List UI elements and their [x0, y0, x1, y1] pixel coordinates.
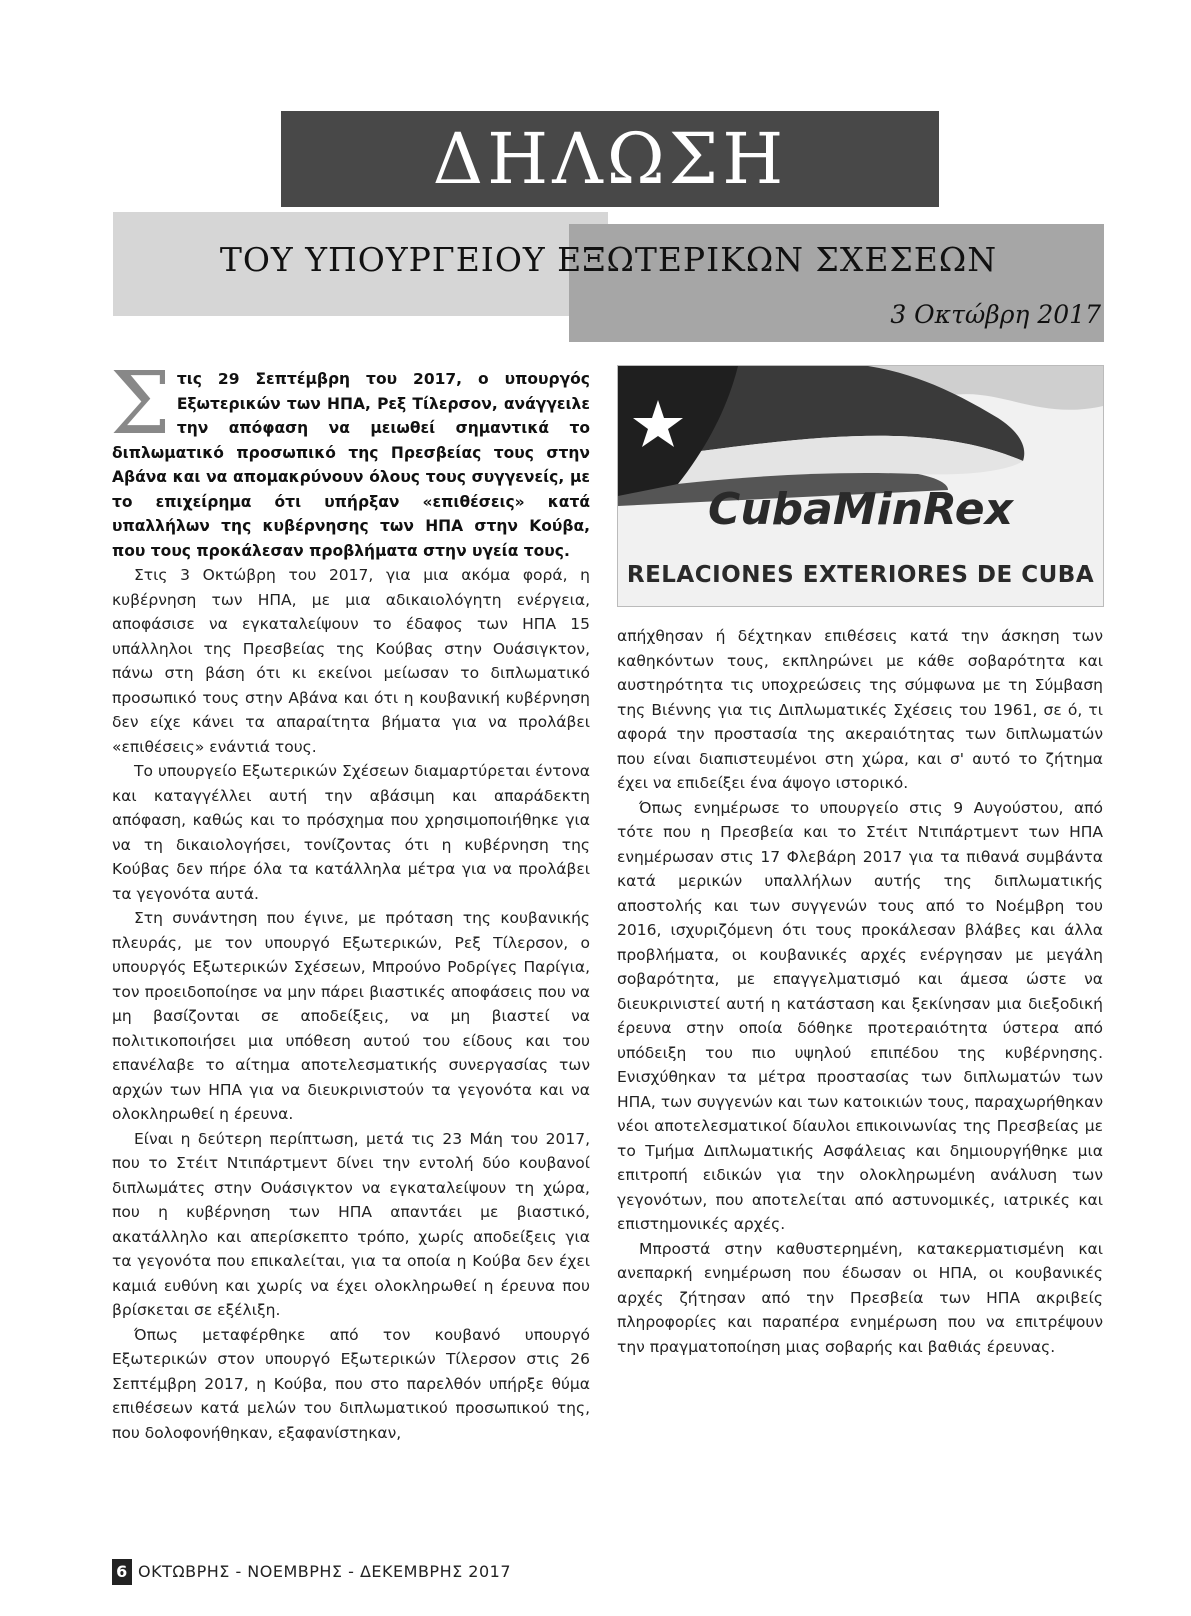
article-paragraph: Όπως ενημέρωσε το υπουργείο στις 9 Αυγούστου, από τότε που η Πρεσβεία και το Στέιτ Ντιπάρτμεντ των ΗΠΑ ενημέρωσαν στις 17 Φλεβάρη 2017 για τα πιθανά συμβάντα κατά μερικών υπαλλήλων αυτής της διπλωματικής αποστολής και των συγγενών τους από το Νοέμβρη του 2016, ισχυριζόμενη ότι τους προκάλεσαν βλάβες και άλλα προβλήματα, οι κουβανικές αρχές ενέργησαν με μεγάλη σοβαρότητα, με επαγγελματισμό και άμεσα ώστε να διευκρινιστεί αυτή η κατάσταση και ξεκίνησαν μια διεξοδική έρευνα στην οποία δόθηκε προτεραιότητα ύστερα από υπόδειξη του πιο υψηλού επιπέδου της κυβέρνησης. Ενισχύθηκαν τα μέτρα προστασίας των διπλωματών των ΗΠΑ, των συγγενών και των κατοικιών τους, παραχωρήθηκαν νέοι αποτελεσματικοί δίαυλοι επικοινωνίας της Πρεσβείας με το Τμήμα Διπλωματικής Ασφάλειας και δημιουργήθηκε μια επιτροπή ειδικών για την ολοκληρωμένη ανάλυση των γεγονότων, που αποτελείται από αστυνομικές, ιατρικές και επιστημονικές αρχές. — [617, 798, 1103, 1233]
page-number: 6 — [112, 1559, 132, 1585]
page-footer — [112, 1559, 511, 1585]
article-column-right — [617, 624, 1103, 1359]
photo-caption: RELACIONES EXTERIORES DE CUBA — [626, 562, 1095, 588]
lead-text: τις 29 Σεπτέμβρη του 2017, ο υπουργός Εξωτερικών των ΗΠΑ, Ρεξ Τίλερσον, ανάγγειλε την απόφαση να μειωθεί σημαντικά το διπλωματικό προσωπικό της Πρεσβείας τους στην Αβάνα και να απομακρύνουν όλους τους συγγενείς, με το επιχείρημα ότι υπήρξαν «επιθέσεις» κατά υπαλλήλων της κυβέρνησης των ΗΠΑ στην Κούβα, που τους προκάλεσαν προβλήματα στην υγεία τους. — [112, 370, 590, 560]
article-paragraph: Το υπουργείο Εξωτερικών Σχέσεων διαμαρτύρεται έντονα και καταγγέλλει αυτή την αβάσιμη και απαράδεκτη απόφαση, καθώς και το πρόσχημα που χρησιμοποιήθηκε για να τη δικαιολογήσει, τονίζοντας ότι η κυβέρνηση της Κούβας δεν πήρε όλα τα κατάλληλα μέτρα για να προλάβει τα γεγονότα αυτά. — [112, 762, 590, 903]
dropcap: Σ — [110, 354, 171, 454]
lead-paragraph — [110, 354, 590, 563]
article-paragraph: απήχθησαν ή δέχτηκαν επιθέσεις κατά την άσκηση των καθηκόντων τους, εκπληρώνει με κάθε σοβαρότητα και αυστηρότητα τις υποχρεώσεις της σύμφωνα με τη Σύμβαση της Βιέννης για τις Διπλωματικές Σχέσεις του 1961, σε ό, τι αφορά την προστασία της ακεραιότητας των διπλωματών που είναι διαπιστευμένοι στη χώρα, και σ' αυτό το ζήτημα έχει να επιδείξει ένα άψογο ιστορικό. — [617, 627, 1103, 792]
page-title: ΔΗΛΩΣΗ — [281, 111, 939, 207]
article-paragraph: Είναι η δεύτερη περίπτωση, μετά τις 23 Μάη του 2017, που το Στέιτ Ντιπάρτμεντ δίνει την εντολή δύο κουβανοί διπλωμάτες στην Ουάσιγκτον να εγκαταλείψουν τη χώρα, που η κυβέρνηση των ΗΠΑ απαντάει με βιαστικό, ακατάλληλο και απερίσκεπτο τρόπο, χωρίς αποδείξεις για τα γεγονότα που επικαλείται, για τα οποία η Κούβα δεν έχει καμιά ευθύνη και χωρίς να έχει ολοκληρωθεί η έρευνα που βρίσκεται σε εξέλιξη. — [112, 1129, 590, 1319]
article-column-left — [110, 354, 590, 1445]
page-subtitle: ΤΟΥ ΥΠΟΥΡΓΕΙΟΥ ΕΞΩΤΕΡΙΚΩΝ ΣΧΕΣΕΩΝ — [219, 240, 998, 279]
article-paragraph: Στη συνάντηση που έγινε, με πρόταση της κουβανικής πλευράς, με τον υπουργό Εξωτερικών, Ρεξ Τίλερσον, ο υπουργός Εξωτερικών Σχέσεων, Μπρούνο Ροδρίγες Παρίγια, τον προειδοποίησε να μην πάρει βιαστικές αποφάσεις που να μη βασίζονται σε αποδείξεις, να μη βιαστεί να πολιτικοποιήσει μια υπόθεση αυτού του είδους και του επανέλαβε το αίτημα αποτελεσματικής συνεργασίας των αρχών των ΗΠΑ για να διευκρινιστούν τα γεγονότα και να ολοκληρωθεί η έρευνα. — [112, 909, 590, 1123]
cubaminrex-photo — [617, 365, 1104, 607]
article-paragraph: Στις 3 Οκτώβρη του 2017, για μια ακόμα φορά, η κυβέρνηση των ΗΠΑ, με μια αδικαιολόγητη ενέργεια, αποφάσισε να εγκαταλείψουν το έδαφος των ΗΠΑ 15 υπάλληλοι της Πρεσβείας της Κούβας στην Ουάσιγκτον, πάνω στη βάση ότι κι εκείνοι μείωσαν το διπλωματικό προσωπικό τους στην Αβάνα και ότι η κουβανική κυβέρνηση δεν είχε κάνει τα απαραίτητα βήματα για να προλάβει «επιθέσεις» ενάντιά τους. — [112, 566, 590, 756]
issue-label: ΟΚΤΩΒΡΗΣ - ΝΟΕΜΒΡΗΣ - ΔΕΚΕΜΒΡΗΣ 2017 — [138, 1562, 512, 1581]
statement-date: 3 Οκτώβρη 2017 — [890, 300, 1101, 329]
article-paragraph: Όπως μεταφέρθηκε από τον κουβανό υπουργό Εξωτερικών στον υπουργό Εξωτερικών Τίλερσον στις 26 Σεπτέμβρη 2017, η Κούβα, που στο παρελθόν υπήρξε θύμα επιθέσεων κατά μελών του διπλωματικού προσωπικού της, που δολοφονήθηκαν, εξαφανίστηκαν, — [112, 1325, 590, 1442]
article-paragraph: Μπροστά στην καθυστερημένη, κατακερματισμένη και ανεπαρκή ενημέρωση που έδωσαν οι ΗΠΑ, οι κουβανικές αρχές ζήτησαν από την Πρεσβεία των ΗΠΑ ακριβείς πληροφορίες και παραπέρα ενημέρωση που να επιτρέψουν την πραγματοποίηση μιας σοβαρής και βαθιάς έρευνας. — [617, 1239, 1103, 1356]
photo-logo-text: CubaMinRex — [708, 484, 1013, 535]
